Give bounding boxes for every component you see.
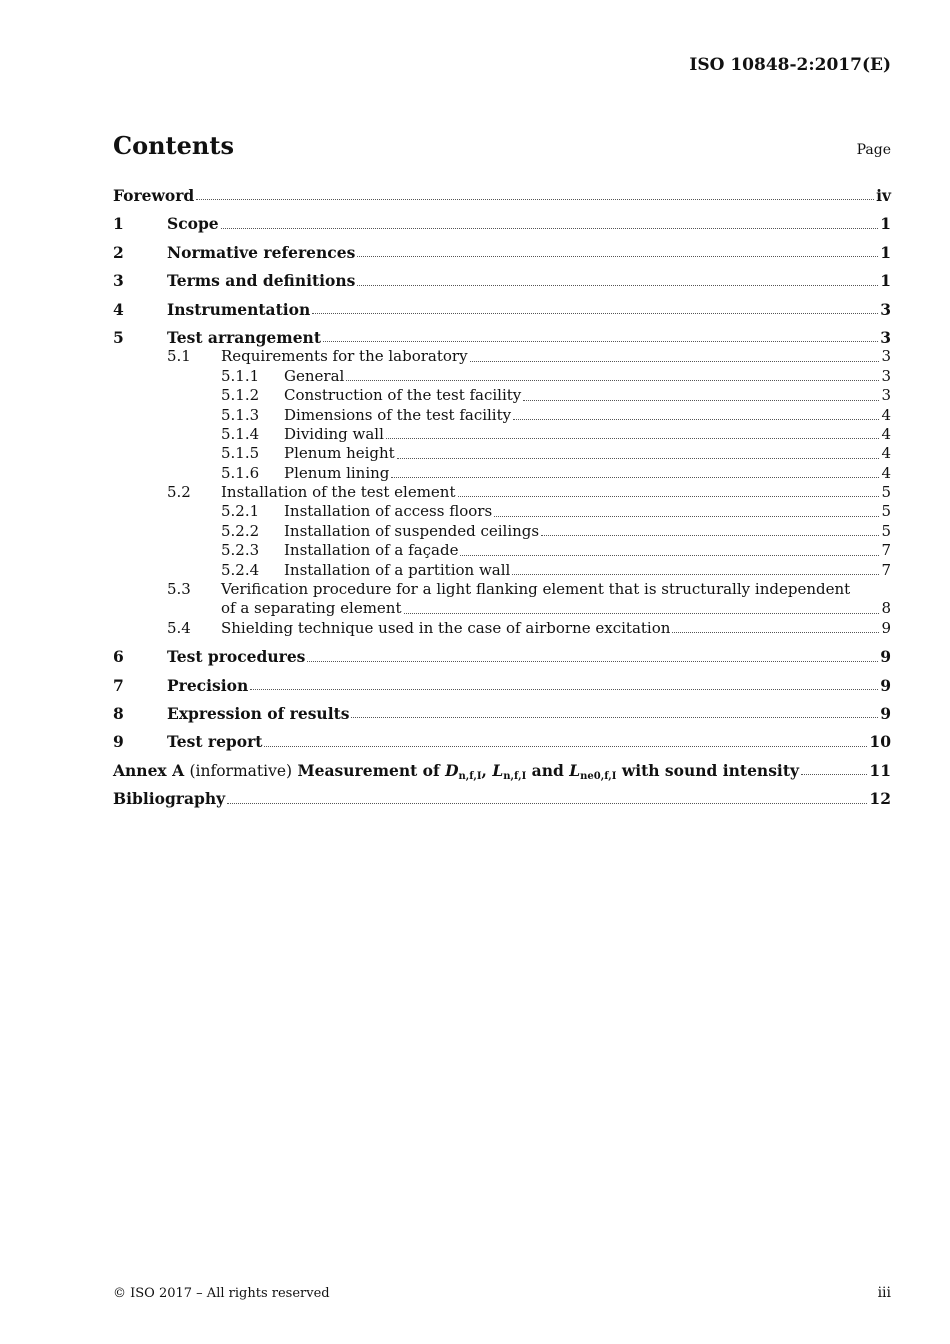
toc-number: 5.4 — [167, 618, 191, 637]
toc-entry-5-1-6[interactable] — [113, 464, 891, 483]
toc-title: Verification procedure for a light flanking element that is structurally independent — [221, 580, 851, 599]
toc-number: 5.1.6 — [221, 463, 260, 482]
toc-page: 4 — [881, 424, 891, 443]
page-number: iii — [877, 1285, 891, 1301]
toc-page: 5 — [881, 502, 891, 521]
dot-leader — [307, 661, 878, 662]
dot-leader — [672, 632, 879, 633]
toc-entry-annex-a[interactable] — [113, 761, 891, 780]
copyright-notice: © ISO 2017 – All rights reserved — [113, 1286, 330, 1301]
toc-entry-5-1[interactable] — [113, 347, 891, 366]
toc-title: Installation of access floors — [284, 502, 493, 521]
dot-leader — [250, 689, 878, 690]
annex-comma: , — [481, 760, 487, 780]
toc-number: 5.1.4 — [221, 424, 260, 443]
annex-suffix: with sound intensity — [621, 760, 799, 780]
toc-entry-expression-of-results[interactable] — [113, 704, 891, 723]
toc-title: of a separating element — [221, 599, 402, 618]
toc-entry-test-procedures[interactable] — [113, 647, 891, 666]
toc-number: 5.2.4 — [221, 560, 260, 579]
toc-title: Scope — [167, 214, 219, 234]
toc-number: 5.1 — [167, 347, 191, 366]
toc-entry-test-report[interactable] — [113, 732, 891, 751]
toc-title: Installation of the test element — [221, 483, 456, 502]
toc-page: 12 — [869, 789, 891, 809]
subscript-l1: n,f,I — [503, 770, 527, 782]
toc-title: Precision — [167, 675, 249, 695]
toc-page: 3 — [881, 347, 891, 366]
annex-label: Annex A — [113, 760, 185, 780]
toc-number: 6 — [113, 647, 124, 667]
annex-prefix: Measurement of — [297, 760, 440, 780]
toc-title: Shielding technique used in the case of airborne excitation — [221, 618, 671, 637]
toc-entry-5-2[interactable] — [113, 483, 891, 502]
table-of-contents — [113, 186, 891, 809]
toc-number: 5.1.2 — [221, 386, 260, 405]
toc-number: 5 — [113, 327, 124, 347]
dot-leader — [458, 496, 880, 497]
subscript-d: n,f,I — [458, 770, 482, 782]
toc-page: 1 — [880, 214, 891, 234]
toc-number: 8 — [113, 703, 124, 723]
dot-leader — [541, 535, 879, 536]
toc-page: 5 — [881, 483, 891, 502]
toc-page: 4 — [881, 444, 891, 463]
toc-entry-5-2-3[interactable] — [113, 541, 891, 560]
toc-entry-5-2-1[interactable] — [113, 502, 891, 521]
toc-title: Construction of the test facility — [284, 386, 522, 405]
toc-number: 1 — [113, 214, 124, 234]
toc-entry-instrumentation[interactable] — [113, 300, 891, 319]
toc-entry-5-1-4[interactable] — [113, 425, 891, 444]
toc-entry-5-2-4[interactable] — [113, 561, 891, 580]
toc-entry-test-arrangement[interactable] — [113, 328, 891, 347]
toc-title: Dimensions of the test facility — [284, 405, 512, 424]
subscript-l2: ne0,f,I — [580, 770, 617, 782]
toc-number: 5.1.5 — [221, 444, 260, 463]
toc-page: 1 — [880, 271, 891, 291]
dot-leader — [391, 477, 879, 478]
dot-leader — [221, 228, 879, 229]
dot-leader — [523, 400, 879, 401]
toc-page: 8 — [881, 599, 891, 618]
dot-leader — [346, 380, 879, 381]
dot-leader — [323, 341, 878, 342]
toc-entry-5-1-2[interactable] — [113, 386, 891, 405]
toc-number: 2 — [113, 242, 124, 262]
toc-page: iv — [876, 186, 891, 205]
toc-title: Test arrangement — [167, 327, 321, 347]
contents-title: Contents — [113, 131, 234, 160]
dot-leader — [513, 419, 879, 420]
toc-number: 5.2.2 — [221, 521, 260, 540]
toc-page: 4 — [881, 405, 891, 424]
toc-page: 9 — [880, 675, 891, 695]
toc-page: 11 — [869, 760, 891, 780]
toc-entry-terms-definitions[interactable] — [113, 271, 891, 290]
toc-entry-5-1-1[interactable] — [113, 367, 891, 386]
toc-title: General — [284, 366, 345, 385]
dot-leader — [404, 613, 880, 614]
toc-entry-5-1-5[interactable] — [113, 444, 891, 463]
toc-number: 9 — [113, 732, 124, 752]
toc-entry-5-3-line2 — [113, 599, 891, 618]
annex-informative: (informative) — [189, 761, 293, 780]
toc-page: 3 — [881, 366, 891, 385]
toc-title: Terms and definitions — [167, 271, 356, 291]
toc-entry-scope[interactable] — [113, 214, 891, 233]
dot-leader — [801, 774, 867, 775]
toc-page: 9 — [880, 647, 891, 667]
dot-leader — [470, 361, 880, 362]
toc-title: Instrumentation — [167, 299, 311, 319]
dot-leader — [494, 516, 879, 517]
dot-leader — [386, 438, 880, 439]
toc-number: 5.2 — [167, 483, 191, 502]
toc-number: 5.2.1 — [221, 502, 260, 521]
toc-page: 7 — [881, 560, 891, 579]
toc-title: Expression of results — [167, 703, 350, 723]
toc-title: Dividing wall — [284, 424, 384, 443]
toc-title: Requirements for the laboratory — [221, 347, 468, 366]
toc-page: 5 — [881, 521, 891, 540]
dot-leader — [357, 256, 878, 257]
toc-title: Plenum lining — [284, 463, 390, 482]
toc-entry-bibliography[interactable] — [113, 789, 891, 808]
dot-leader — [312, 313, 878, 314]
dot-leader — [196, 199, 874, 200]
toc-number: 5.1.1 — [221, 366, 260, 385]
dot-leader — [512, 574, 879, 575]
toc-title: Test report — [167, 732, 263, 752]
dot-leader — [351, 717, 878, 718]
toc-title — [113, 761, 799, 786]
toc-page: 9 — [881, 618, 891, 637]
toc-entry-5-2-2[interactable] — [113, 522, 891, 541]
toc-title: Normative references — [167, 242, 356, 262]
page-column-label: Page — [856, 142, 891, 158]
dot-leader — [460, 555, 879, 556]
toc-page: 9 — [880, 703, 891, 723]
toc-page: 1 — [880, 242, 891, 262]
toc-number: 7 — [113, 675, 124, 695]
toc-number: 5.3 — [167, 580, 191, 599]
dot-leader — [227, 803, 867, 804]
toc-title: Installation of a partition wall — [284, 560, 511, 579]
symbol-l2: L — [569, 760, 581, 780]
dot-leader — [397, 458, 880, 459]
symbol-l1: L — [492, 760, 504, 780]
toc-title: Bibliography — [113, 789, 226, 809]
symbol-d: D — [445, 760, 459, 780]
toc-page: 10 — [869, 732, 891, 752]
toc-entry-5-3-line1 — [113, 580, 891, 599]
toc-page: 3 — [881, 386, 891, 405]
toc-entry-normative-references[interactable] — [113, 243, 891, 262]
toc-title: Foreword — [113, 186, 195, 205]
document-id: ISO 10848-2:2017(E) — [689, 55, 891, 75]
toc-entry-foreword[interactable] — [113, 186, 891, 205]
toc-number: 5.2.3 — [221, 541, 260, 560]
toc-page: 3 — [880, 299, 891, 319]
toc-number: 5.1.3 — [221, 405, 260, 424]
toc-number: 3 — [113, 271, 124, 291]
toc-entry-5-3[interactable] — [113, 580, 891, 619]
toc-number: 4 — [113, 299, 124, 319]
toc-page: 7 — [881, 541, 891, 560]
toc-entry-5-1-3[interactable] — [113, 406, 891, 425]
toc-title: Plenum height — [284, 444, 395, 463]
toc-entry-precision[interactable] — [113, 676, 891, 695]
toc-title: Installation of suspended ceilings — [284, 521, 540, 540]
toc-page: 3 — [880, 327, 891, 347]
toc-page: 4 — [881, 463, 891, 482]
dot-leader — [264, 746, 867, 747]
toc-entry-5-4[interactable] — [113, 619, 891, 638]
toc-title: Installation of a façade — [284, 541, 459, 560]
toc-title: Test procedures — [167, 647, 306, 667]
annex-and: and — [531, 760, 564, 780]
dot-leader — [357, 285, 878, 286]
